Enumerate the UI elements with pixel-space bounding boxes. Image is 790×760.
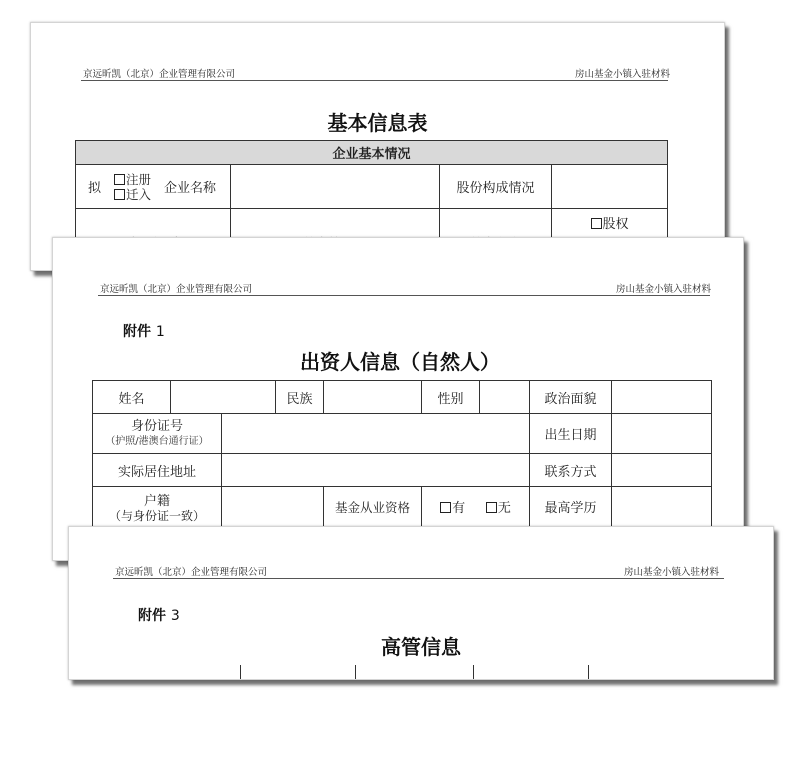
household-note: （与身份证一致） (108, 508, 205, 523)
household-text: 户籍 (143, 493, 170, 509)
birth-date-label: 出生日期 (530, 414, 612, 454)
fund-qualification-options (422, 487, 530, 527)
header-company-name: 京远昕凯（北京）企业管理有限公司 (83, 69, 236, 80)
contact-label: 联系方式 (530, 454, 612, 487)
checkbox-icon[interactable] (591, 218, 602, 229)
attachment-text: 附件 (123, 324, 151, 340)
table-column-divider (588, 665, 589, 680)
id-number-text: 身份证号 (130, 419, 183, 434)
header-company-name: 京远昕凯（北京）企业管理有限公司 (100, 284, 253, 295)
prefix-label: 拟 (88, 181, 102, 196)
qualification-yes-label: 有 (452, 501, 466, 516)
checkbox-icon[interactable] (440, 502, 451, 513)
checkbox-icon[interactable] (114, 189, 125, 200)
qualification-yes-option[interactable] (440, 501, 465, 516)
residential-address-field[interactable] (222, 454, 530, 487)
household-registration-label (93, 487, 222, 527)
table-column-divider (355, 665, 356, 680)
header-right-label: 房山基金小镇入驻材料 (574, 69, 670, 80)
residential-address-label: 实际居住地址 (93, 454, 222, 487)
header-company-name: 京远昕凯（北京）企业管理有限公司 (115, 567, 268, 578)
name-label: 姓名 (93, 381, 171, 414)
header-rule (81, 80, 668, 81)
ethnicity-field[interactable] (324, 381, 422, 414)
header-rule (113, 578, 724, 579)
company-name-field[interactable] (231, 165, 440, 209)
attachment-number: 1 (155, 324, 165, 340)
relocate-option-label: 迁入 (125, 186, 151, 202)
political-status-label: 政治面貌 (530, 381, 612, 414)
header-rule (98, 295, 710, 296)
qualification-no-label: 无 (497, 501, 511, 516)
attachment-label (123, 321, 165, 341)
table-column-divider (473, 665, 474, 680)
equity-structure-label: 股份构成情况 (440, 165, 552, 209)
document-page-investor-info (52, 237, 744, 561)
checkbox-icon[interactable] (114, 174, 125, 185)
attachment-number: 3 (170, 608, 180, 624)
page-title: 出资人信息（自然人） (300, 350, 500, 374)
id-number-note: （护照/港澳台通行证） (105, 436, 209, 447)
education-field[interactable] (612, 487, 712, 527)
household-registration-field[interactable] (222, 487, 324, 527)
name-field[interactable] (171, 381, 276, 414)
section-header: 企业基本情况 (76, 141, 668, 165)
gender-field[interactable] (480, 381, 530, 414)
education-label: 最高学历 (530, 487, 612, 527)
relocate-option[interactable] (114, 187, 151, 202)
document-page-executive-info (68, 526, 774, 680)
birth-date-field[interactable] (612, 414, 712, 454)
register-option-label: 注册 (125, 171, 151, 187)
header-right-label: 房山基金小镇入驻材料 (623, 567, 719, 578)
equity-structure-field[interactable] (552, 165, 668, 209)
attachment-text: 附件 (138, 608, 166, 624)
company-name-label: 企业名称 (163, 181, 216, 196)
investor-info-table (92, 380, 712, 527)
fund-qualification-label: 基金从业资格 (324, 487, 422, 527)
document-page-basic-info (30, 22, 725, 271)
id-number-field[interactable] (222, 414, 530, 454)
page-title: 高管信息 (381, 635, 461, 659)
page-title: 基本信息表 (327, 111, 428, 135)
registration-type-cell (76, 165, 231, 209)
id-number-label (93, 414, 222, 454)
table-column-divider (240, 665, 241, 680)
attachment-label (138, 605, 180, 625)
equity-option-label: 股权 (602, 217, 629, 232)
checkbox-icon[interactable] (486, 502, 497, 513)
gender-label: 性别 (422, 381, 480, 414)
ethnicity-label: 民族 (276, 381, 324, 414)
contact-field[interactable] (612, 454, 712, 487)
register-option[interactable] (114, 172, 151, 187)
political-status-field[interactable] (612, 381, 712, 414)
header-right-label: 房山基金小镇入驻材料 (615, 284, 711, 295)
qualification-no-option[interactable] (486, 501, 511, 516)
